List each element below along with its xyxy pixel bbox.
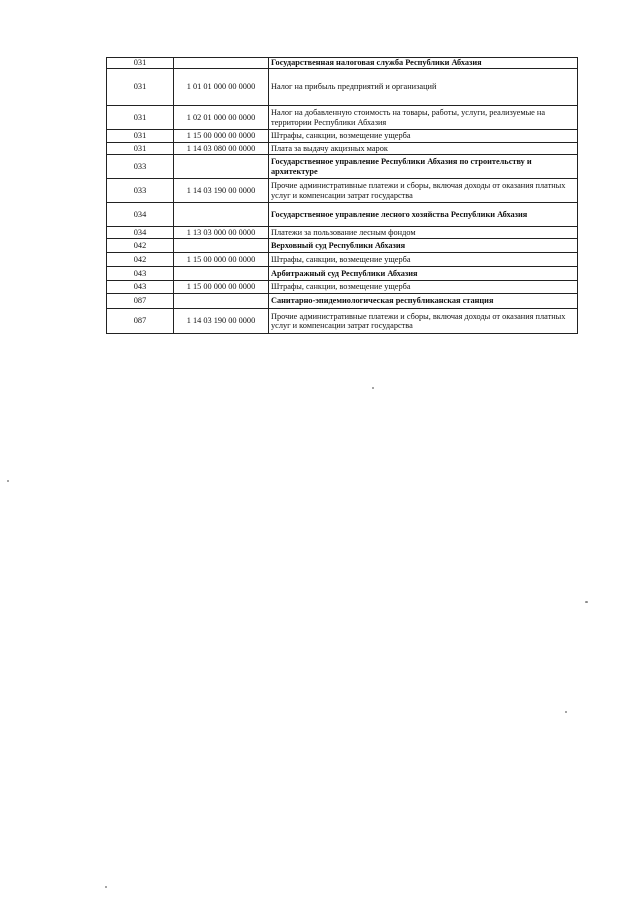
admin-code-cell: 031 <box>107 143 174 155</box>
table-row <box>107 143 578 155</box>
description-cell: Штрафы, санкции, возмещение ущерба <box>269 281 578 294</box>
scan-speck <box>7 480 9 482</box>
description-cell: Верховный суд Республики Абхазия <box>269 239 578 253</box>
revenue-code-cell: 1 15 00 000 00 0000 <box>174 253 269 267</box>
table-row <box>107 69 578 106</box>
description-cell: Штрафы, санкции, возмещение ущерба <box>269 130 578 143</box>
scan-speck <box>105 886 107 888</box>
admin-code-cell: 033 <box>107 179 174 203</box>
revenue-code-cell <box>174 294 269 309</box>
admin-code-cell: 043 <box>107 267 174 281</box>
table-row <box>107 58 578 69</box>
revenue-code-cell: 1 13 03 000 00 0000 <box>174 227 269 239</box>
table-row <box>107 130 578 143</box>
table-row <box>107 267 578 281</box>
table-row <box>107 281 578 294</box>
admin-code-cell: 043 <box>107 281 174 294</box>
admin-code-cell: 031 <box>107 69 174 106</box>
admin-code-cell: 033 <box>107 155 174 179</box>
description-cell: Налог на прибыль предприятий и организаций <box>269 69 578 106</box>
scan-speck <box>585 601 588 603</box>
description-cell: Штрафы, санкции, возмещение ущерба <box>269 253 578 267</box>
admin-code-cell: 042 <box>107 239 174 253</box>
revenue-code-cell <box>174 267 269 281</box>
revenue-code-cell <box>174 203 269 227</box>
description-cell: Арбитражный суд Республики Абхазия <box>269 267 578 281</box>
revenue-code-cell: 1 14 03 080 00 0000 <box>174 143 269 155</box>
admin-code-cell: 042 <box>107 253 174 267</box>
revenue-code-cell: 1 14 03 190 00 0000 <box>174 179 269 203</box>
description-cell: Государственное управление лесного хозяйства Республики Абхазия <box>269 203 578 227</box>
table-row <box>107 294 578 309</box>
revenue-code-cell: 1 15 00 000 00 0000 <box>174 130 269 143</box>
revenue-code-cell: 1 14 03 190 00 0000 <box>174 309 269 334</box>
revenue-code-cell: 1 15 00 000 00 0000 <box>174 281 269 294</box>
admin-code-cell: 087 <box>107 309 174 334</box>
description-cell: Платежи за пользование лесным фондом <box>269 227 578 239</box>
admin-code-cell: 087 <box>107 294 174 309</box>
admin-code-cell: 031 <box>107 106 174 130</box>
description-cell: Плата за выдачу акцизных марок <box>269 143 578 155</box>
scan-speck <box>372 387 374 389</box>
revenue-code-cell <box>174 239 269 253</box>
scan-speck <box>565 711 567 713</box>
admin-code-cell: 034 <box>107 227 174 239</box>
description-cell: Прочие административные платежи и сборы, включая доходы от оказания платных услуг и компенсации затрат государства <box>269 309 578 334</box>
description-cell: Налог на добавленную стоимость на товары, работы, услуги, реализуемые на территории Республики Абхазия <box>269 106 578 130</box>
description-cell: Государственное управление Республики Абхазия по строительству и архитектуре <box>269 155 578 179</box>
admin-code-cell: 031 <box>107 58 174 69</box>
table-row <box>107 179 578 203</box>
revenue-code-cell: 1 02 01 000 00 0000 <box>174 106 269 130</box>
description-cell: Санитарно-эпидемиологическая республиканская станция <box>269 294 578 309</box>
admin-code-cell: 031 <box>107 130 174 143</box>
table-row <box>107 309 578 334</box>
description-cell: Прочие административные платежи и сборы, включая доходы от оказания платных услуг и компенсации затрат государства <box>269 179 578 203</box>
revenue-code-cell <box>174 58 269 69</box>
table-row <box>107 155 578 179</box>
description-cell: Государственная налоговая служба Республики Абхазия <box>269 58 578 69</box>
table-row <box>107 239 578 253</box>
admin-code-cell: 034 <box>107 203 174 227</box>
revenue-codes-table <box>106 57 578 334</box>
table-row <box>107 227 578 239</box>
table-row <box>107 203 578 227</box>
revenue-code-cell: 1 01 01 000 00 0000 <box>174 69 269 106</box>
table-row <box>107 106 578 130</box>
revenue-code-cell <box>174 155 269 179</box>
table-row <box>107 253 578 267</box>
